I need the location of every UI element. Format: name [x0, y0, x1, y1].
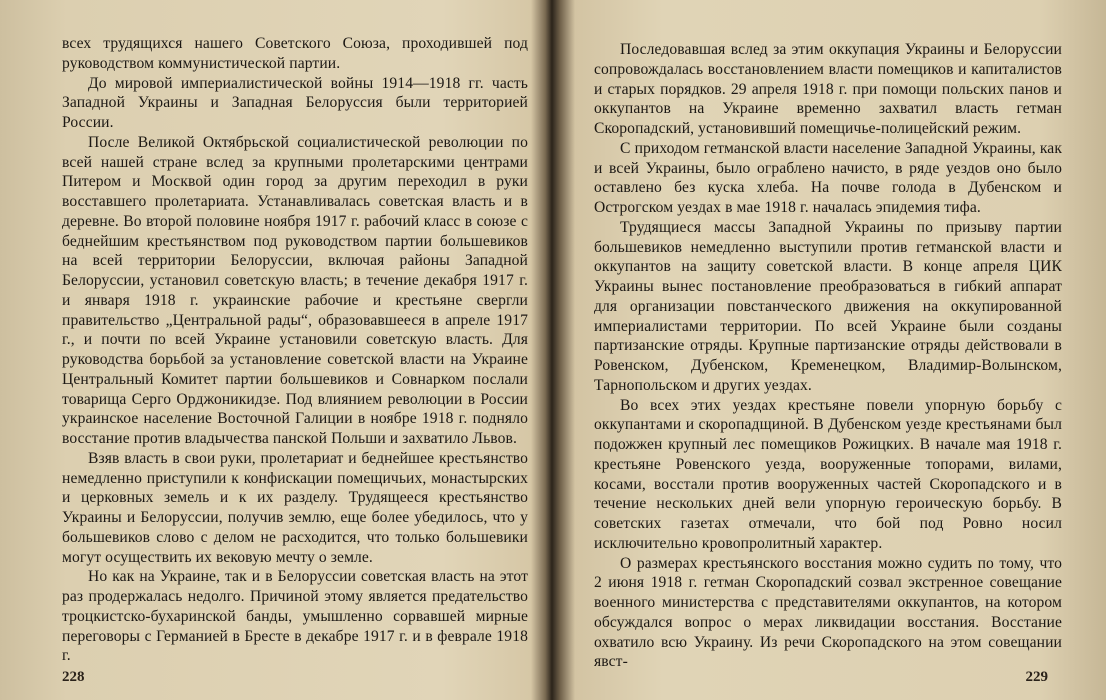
- paragraph: Последовавшая вслед за этим оккупация Украины и Белоруссии сопровождалась восстановлением власти помещиков и капиталистов и старых порядков. 29 апреля 1918 г. при помощи польских панов и оккупантов на Украине временно захватил власть гетман Скоропадский, установивший помещичье-полицейский режим.: [594, 41, 1062, 137]
- paragraph: После Великой Октябрьской социалистической революции по всей нашей стране вслед за крупными пролетарскими центрами Питером и Москвой один город за другим переходил в руки восставшего пролетариата. Устанавливалась советская власть и в деревне. Во второй половине ноября 1917 г. рабочий класс в союзе с беднейшим крестьянством под руководством партии большевиков на всей территории Белоруссии, включая районы Западной Белоруссии, установил советскую власть; в течение декабря 1917 г. и января 1918 г. украинские рабочие и крестьяне свергли правительство „Центральной рады“, образовавшееся в апреле 1917 г., и почти по всей Украине установили советскую власть. Для руководства борьбой за установление советской власти на Украине Центральный Комитет партии большевиков и Совнарком послали товарища Серго Орджоникидзе. Под влиянием революции в России украинское население Восточной Галиции в ноябре 1918 г. подняло восстание против владычества панской Польши и захватило Львов.: [62, 133, 528, 447]
- paragraph: С приходом гетманской власти население Западной Украины, как и всей Украины, было ограблено начисто, в ряде уездов оно было оставлено без куска хлеба. На почве голода в Дубенском и Острогском уездах в мае 1918 г. началась эпидемия тифа.: [594, 139, 1062, 216]
- paragraph: До мировой империалистической войны 1914—1918 гг. часть Западной Украины и Западная Белоруссия были территорией России.: [62, 74, 528, 131]
- paragraph: Трудящиеся массы Западной Украины по призыву партии большевиков немедленно выступили против гетманской власти и оккупантов на защиту советской власти. В конце апреля ЦИК Украины вынес постановление преобразоваться в гибкий аппарат для организации повстанческого движения на оккупированной империалистами территории. По всей Украине были созданы партизанские отряды. Крупные партизанские отряды действовали в Ровенском, Дубенском, Кременецком, Владимир-Волынском, Тарнопольском и других уездах.: [594, 218, 1062, 394]
- paragraph: О размерах крестьянского восстания можно судить по тому, что 2 июня 1918 г. гетман Скоропадский созвал экстренное совещание военного министерства с представителями оккупантов, на котором обсуждался вопрос о мерах ликвидации восстания. Восстание охватило всю Украину. Из речи Скоропадского на этом совещании явст-: [594, 554, 1062, 671]
- left-page-text: [62, 34, 528, 666]
- paragraph: Взяв власть в свои руки, пролетариат и беднейшее крестьянство немедленно приступили к конфискации помещичьих, монастырских и церковных земель и к их разделу. Трудящееся крестьянство Украины и Белоруссии, получив землю, еще более убедилось, что у большевиков слово с делом не расходится, что только большевики могут осуществить их вековую мечту о земле.: [62, 449, 528, 566]
- right-page-text: [594, 40, 1062, 672]
- page-number-right: 229: [1025, 669, 1048, 685]
- paragraph: всех трудящихся нашего Советского Союза, проходившей под руководством коммунистической партии.: [62, 35, 528, 72]
- right-page: [560, 0, 1106, 700]
- page-number-left: 228: [62, 669, 85, 685]
- paragraph: Но как на Украине, так и в Белоруссии советская власть на этот раз продержалась недолго. Причиной этому является предательство троцкистско-бухаринской банды, умышленно сорвавшей мирные переговоры с Германией в Бресте в декабре 1917 г. и в феврале 1918 г.: [62, 568, 528, 665]
- left-page: [0, 0, 548, 700]
- paragraph: Во всех этих уездах крестьяне повели упорную борьбу с оккупантами и скоропадщиной. В Дубенском уезде крестьянами был подожжен крупный лес помещиков Рожицких. В начале мая 1918 г. крестьяне Ровенского уезда, вооруженные топорами, вилами, косами, восстали против вооруженных частей Скоропадского и в течение нескольких дней вели упорную героическую борьбу. В советских газетах отмечали, что бой под Ровно носил исключительно кровопролитный характер.: [594, 396, 1062, 552]
